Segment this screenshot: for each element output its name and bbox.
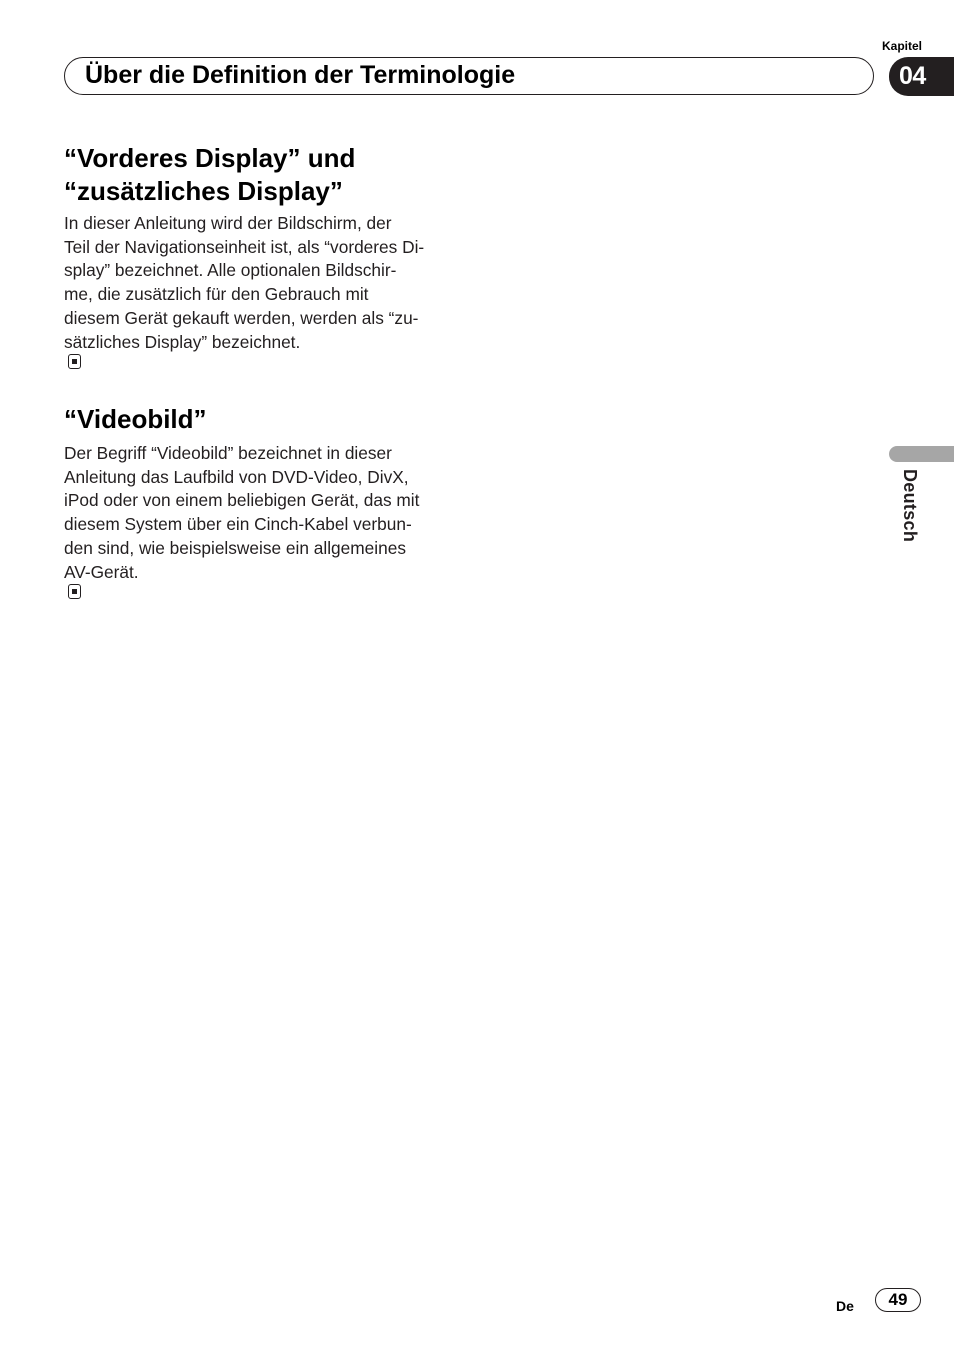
body-line: den sind, wie beispielsweise ein allgemeines <box>64 537 406 558</box>
body-line: sätzliches Display” bezeichnet. <box>64 331 301 352</box>
end-of-section-icon <box>68 584 81 599</box>
body-line: iPod oder von einem beliebigen Gerät, das mit <box>64 490 420 511</box>
body-line: Teil der Navigationseinheit ist, als “vorderes Di- <box>64 236 425 257</box>
heading-line: “zusätzliches Display” <box>64 176 343 206</box>
language-tab <box>889 446 954 462</box>
page-number: 49 <box>888 1290 908 1309</box>
body-line: diesem System über ein Cinch-Kabel verbun- <box>64 514 412 535</box>
body-line-last <box>64 331 464 370</box>
body-line-last <box>64 561 464 600</box>
body-line: In dieser Anleitung wird der Bildschirm, der <box>64 213 392 233</box>
section-heading-display <box>64 142 355 208</box>
language-label: Deutsch <box>900 469 920 543</box>
page-title: Über die Definition der Terminologie <box>85 61 516 89</box>
header-bar <box>64 57 874 95</box>
heading-line: “Vorderes Display” und <box>64 143 356 173</box>
chapter-number: 04 <box>899 62 926 90</box>
body-line: diesem Gerät gekauft werden, werden als “zu- <box>64 307 419 328</box>
chapter-label: Kapitel <box>882 39 923 53</box>
body-line: Der Begriff “Videobild” bezeichnet in dieser <box>64 443 392 463</box>
body-line: AV-Gerät. <box>64 561 139 582</box>
body-line: splay” bezeichnet. Alle optionalen Bildschir- <box>64 260 397 281</box>
body-line: me, die zusätzlich für den Gebrauch mit <box>64 284 369 305</box>
section-heading-videobild <box>64 403 207 436</box>
heading-line: “Videobild” <box>64 404 207 434</box>
section-body-videobild <box>64 442 464 599</box>
page-number-box <box>875 1288 921 1312</box>
section-body-display <box>64 212 464 369</box>
end-of-section-icon <box>68 354 81 369</box>
body-line: Anleitung das Laufbild von DVD-Video, DivX, <box>64 466 409 487</box>
footer-language-code: De <box>836 1298 854 1314</box>
